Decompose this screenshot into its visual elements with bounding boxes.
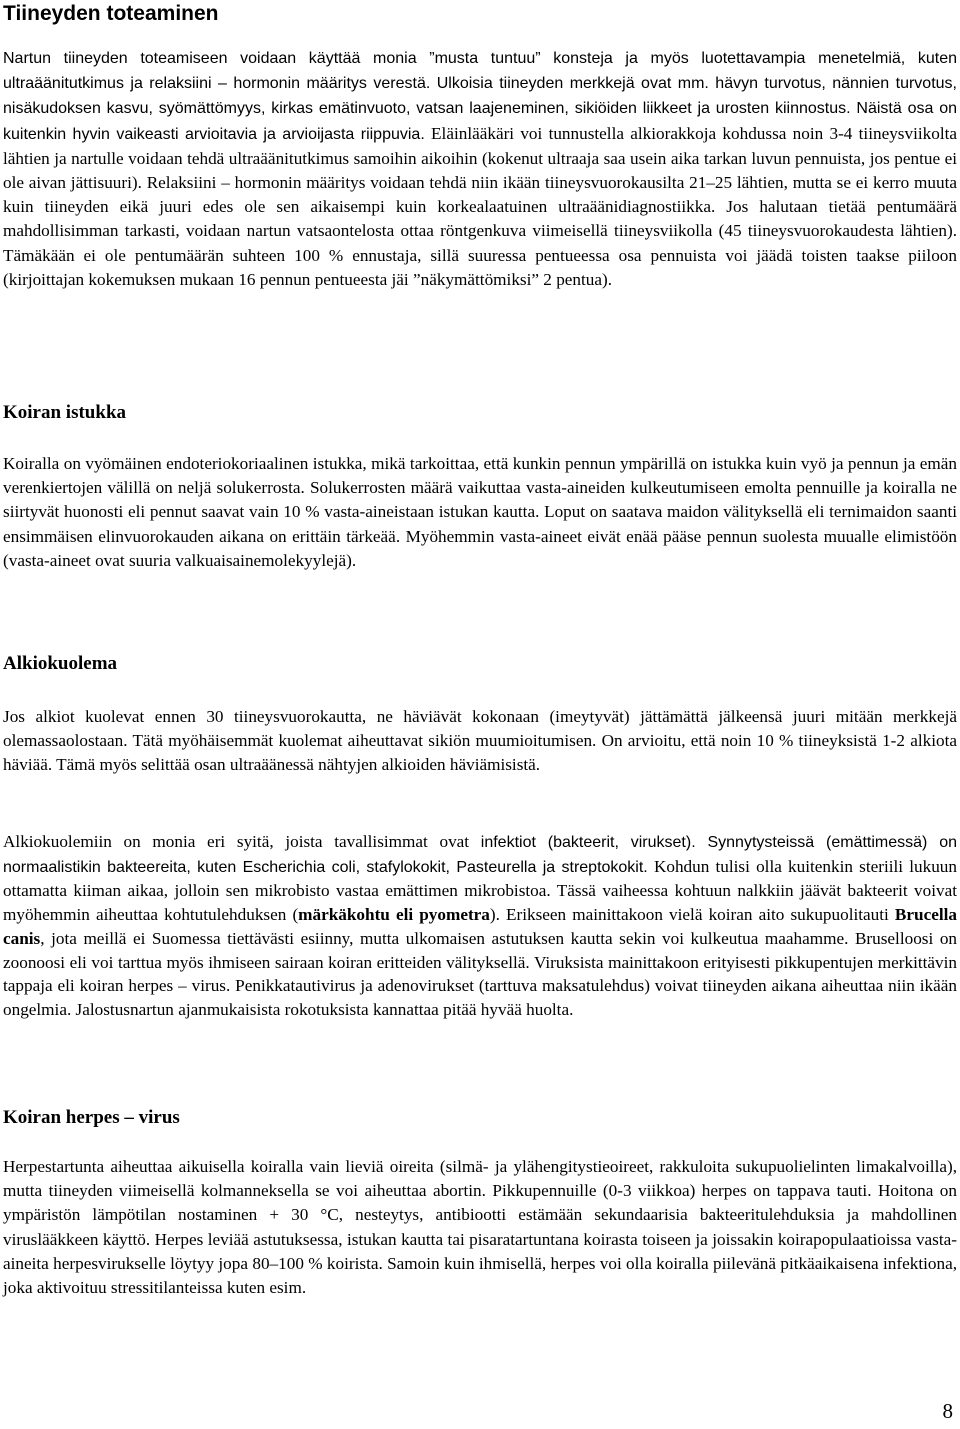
paragraph-text-part: Alkiokuolemiin on monia eri syitä, joista tavallisimmat ovat — [3, 832, 481, 851]
paragraph-pregnancy-detection — [3, 46, 957, 292]
paragraph-placenta: Koiralla on vyömäinen endoteriokoriaalinen istukka, mikä tarkoittaa, että kunkin pennun ympärillä on istukka kuin vyö ja pennun ja emän verenkiertojen välillä on neljä solukerrosta. Solukerrosten määrä vaikuttaa vasta-aineiden kulkeutumiseen emolta pennuille ja koiralla ne siirtyvät huonosti eli pennut saavat vain 10 % vasta-aineistaan istukan kautta. Loput on saatava maidon välityksellä eli ternimaidon saanti ensimmäisen elinvuorokauden aikana on erittäin tärkeää. Myöhemmin vasta-aineet eivät enää pääse pennun suolesta muualle elimistöön (vasta-aineet ovat suuria valkuaisainemolekyylejä). — [3, 454, 957, 570]
paragraph-embryo-death-1: Jos alkiot kuolevat ennen 30 tiineysvuorokautta, ne häviävät kokonaan (imeytyvät) jättämättä jälkeensä juuri mitään merkkejä olemassaolostaan. Tätä myöhäisemmät kuolemat aiheuttavat sikiön muumioitumisen. On arvioitu, että noin 10 % tiineyksistä 1-2 alkiota häviää. Tämä myös selittää osan ultraäänessä nähtyjen alkioiden häviämisistä. — [3, 707, 957, 775]
paragraph-main-text: Eläinlääkäri voi tunnustella alkiorakkoja kohdussa noin 3-4 tiineysviikolta lähtien ja nartulle voidaan tehdä ultraäänitutkimus samoihin aikoihin (kokenut ultraaja saa usein aika tarkan luvun pennuista, jos pentue ei ole aivan jättisuuri). Relaksiini – hormonin määritys voidaan tehdä niin ikään tiineysvuorokausilta 21–25 lähtien, mutta se ei kerro muuta kuin tiineyden eikä juuri edes ole sen aikaisempi kuin korkealaatuinen ultraäänidiagnostiikka. Jos halutaan tietää pentumäärä mahdollisimman tarkasti, voidaan nartun vatsaontelosta ottaa röntgenkuva viimeisellä tiineysviikolla (45 tiineysvuorokaudesta lähtien). Tämäkään ei ole pentumäärän suhteen 100 % ennustaja, sillä suuressa pentueessa osa pennuista voi jäädä toisten taakse piiloon (kirjoittajan kokemuksen mukaan 16 pennun pentueesta jäi ”näkymättömiksi” 2 pentua). — [3, 123, 957, 289]
paragraph-text-part: Kohdun tulisi olla kuitenkin steriili lukuun ottamatta kiiman aikaa, jolloin sen mikrobisto vastaa emättimen mikrobistoa. Tässä vaiheessa kohtuun nalkkiin jäävät bakteerit voivat myöhemmin aiheuttaa kohtutulehduksen ( — [3, 856, 957, 925]
section-heading-embryo-death: Alkiokuolema — [3, 653, 118, 674]
bold-term-pyometra: märkäkohtu eli pyometra — [298, 905, 490, 925]
section-heading-herpes: Koiran herpes – virus — [3, 1107, 180, 1128]
paragraph-text-part: , jota meillä ei Suomessa tiettävästi esiinny, mutta ulkomaisen astutuksen kautta sekin voi kulkeutua maahamme. Bruselloosi on zoonoosi eli voi tarttua myös ihmiseen sairaan koiran eritteiden välityksellä. Viruksista mainittakoon erityisesti pikkupentujen merkittävin tappaja eli koiran herpes – virus. Penikkatautivirus ja adenovirukset (tarttuva maksatulehdus) voivat tiineyden aikana aiheuttaa niin ikään ongelmia. Jalostusnartun ajanmukaisista rokotuksista kannattaa pitää hyvää huolta. — [3, 928, 957, 1019]
paragraph-text-part: ). Erikseen mainittakoon vielä koiran aito sukupuolitauti — [489, 905, 895, 925]
paragraph-embryo-death-2 — [3, 830, 957, 1022]
paragraph-intro-text: Nartun tiineyden toteamiseen voidaan käyttää monia ”musta tuntuu” konsteja ja myös luotettavampia menetelmiä, kuten ultraäänitutkimus ja relaksiini – hormonin määritys verestä. Ulkoisia tiineyden merkkejä ovat mm. hävyn turvotus, nännien turvotus, nisäkudoksen kasvu, syömättömyys, kirkas emätinvuoto, vatsan laajeneminen, sikiöiden liikkeet ja urosten kiinnostus. Näistä osa on kuitenkin hyvin vaikeasti arvioitavia ja arvioijasta riippuvia. — [3, 50, 957, 143]
page-title: Tiineyden toteaminen — [3, 2, 219, 25]
page-number: 8 — [942, 1399, 953, 1423]
paragraph-text-part: infektiot (bakteerit, virukset). Synnytysteissä (emättimessä) on normaalistikin bakteereita, kuten Escherichia coli, stafylokokit, Pasteurella ja streptokokit. — [3, 834, 957, 876]
paragraph-herpes: Herpestartunta aiheuttaa aikuisella koiralla vain lieviä oireita (silmä- ja ylähengitystieoireet, rakkuloita sukupuolielinten limakalvoilla), mutta tiineyden viimeisellä kolmanneksella se voi aiheuttaa abortin. Pikkupennuille (0-3 viikkoa) herpes on tappava tauti. Hoitona on ympäristön lämpötilan nostaminen + 30 °C, nesteytys, antibiootti estämään sekundaarisia bakteeritulehduksia ja mahdollinen viruslääkkeen käyttö. Herpes leviää astutuksessa, istukan kautta tai pisaratartuntana koirasta toiseen ja joissakin koirapopulaatioissa vasta-aineita herpesvirukselle löytyy jopa 80–100 % koirista. Samoin kuin ihmisellä, herpes voi olla koiralla piilevänä pitkäaikaisena infektiona, joka aktivoituu stressitilanteissa kuten esim. — [3, 1157, 957, 1298]
bold-term-brucella: Brucella canis — [3, 905, 957, 948]
section-heading-placenta: Koiran istukka — [3, 402, 127, 423]
